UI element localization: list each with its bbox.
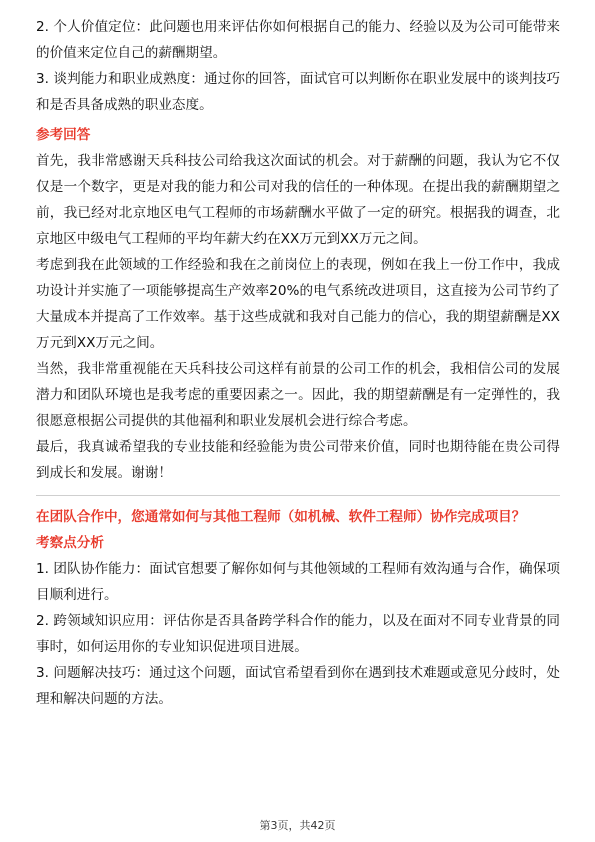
consideration-item-2: 2. 个人价值定位：此问题也用来评估你如何根据自己的能力、经验以及为公司可能带来的价值来定位自己的薪酬期望。 (36, 19, 560, 61)
document-page (36, 14, 560, 712)
section-divider (36, 495, 560, 496)
analysis-item-2: 2. 跨领域知识应用：评估你是否具备跨学科合作的能力，以及在面对不同专业背景的同事时，如何运用你的专业知识促进项目进展。 (36, 613, 560, 655)
page-number-footer: 第3页，共42页 (259, 819, 336, 832)
analysis-heading: 考察点分析 (36, 535, 104, 551)
analysis-item-1: 1. 团队协作能力：面试官想要了解你如何与其他领域的工程师有效沟通与合作，确保项目顺利进行。 (36, 561, 560, 603)
answer-paragraph-2: 考虑到我在此领域的工作经验和我在之前岗位上的表现，例如在我上一份工作中，我成功设计并实施了一项能够提高生产效率20%的电气系统改进项目，这直接为公司节约了大量成本并提高了工作效率。基于这些成就和我对自己能力的信心，我的期望薪酬是XX万元到XX万元之间。 (36, 257, 560, 351)
analysis-item-3: 3. 问题解决技巧：通过这个问题，面试官希望看到你在遇到技术难题或意见分歧时，处理和解决问题的方法。 (36, 665, 560, 707)
answer-paragraph-3: 当然，我非常重视能在天兵科技公司这样有前景的公司工作的机会，我相信公司的发展潜力和团队环境也是我考虑的重要因素之一。因此，我的期望薪酬是有一定弹性的，我很愿意根据公司提供的其他福利和职业发展机会进行综合考虑。 (36, 361, 560, 429)
answer-paragraph-1: 首先，我非常感谢天兵科技公司给我这次面试的机会。对于薪酬的问题，我认为它不仅仅是一个数字，更是对我的能力和公司对我的信任的一种体现。在提出我的薪酬期望之前，我已经对北京地区电气工程师的市场薪酬水平做了一定的研究。根据我的调查，北京地区中级电气工程师的平均年薪大约在XX万元到XX万元之间。 (36, 153, 560, 247)
reference-answer-heading: 参考回答 (36, 127, 91, 143)
question-title: 在团队合作中，您通常如何与其他工程师（如机械、软件工程师）协作完成项目？ (36, 509, 526, 525)
consideration-item-3: 3. 谈判能力和职业成熟度：通过你的回答，面试官可以判断你在职业发展中的谈判技巧和是否具备成熟的职业态度。 (36, 71, 560, 113)
answer-paragraph-4: 最后，我真诚希望我的专业技能和经验能为贵公司带来价值，同时也期待能在贵公司得到成长和发展。谢谢！ (36, 439, 560, 481)
